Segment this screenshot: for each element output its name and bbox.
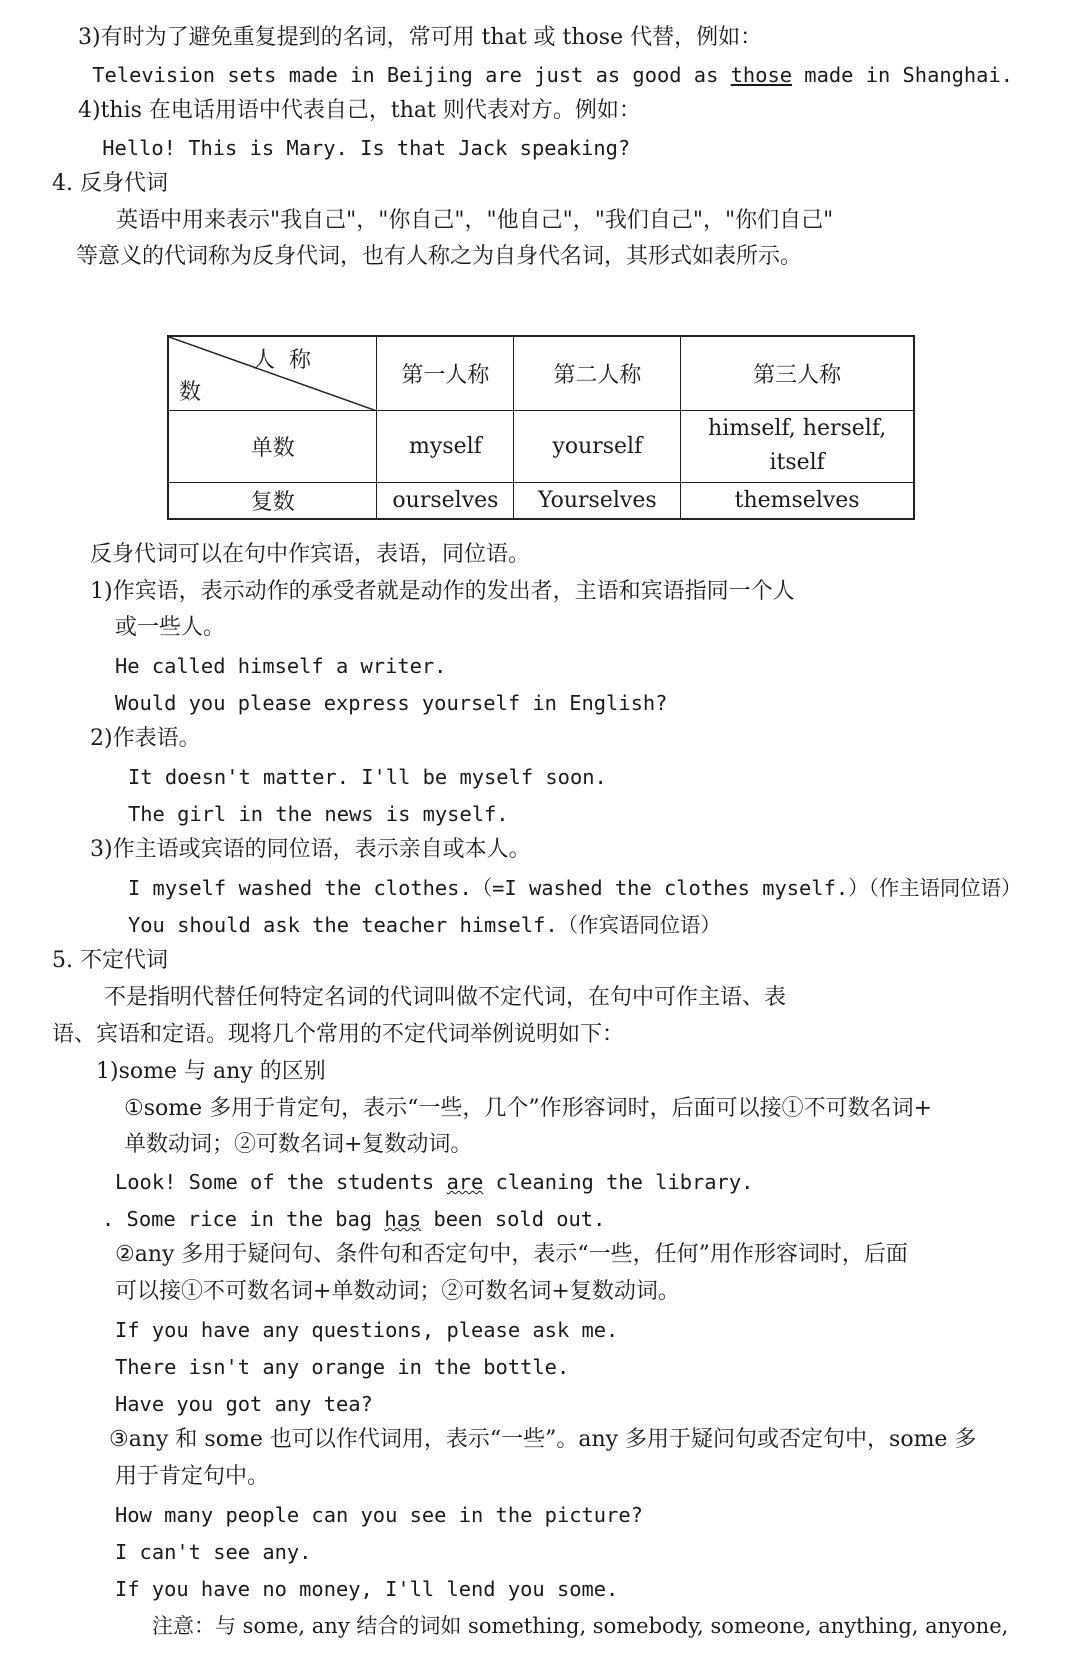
rule-some-cont: 单数动词；②可数名词+复数动词。 (124, 1132, 473, 1157)
example-any-questions: If you have any questions, please ask me. (115, 1318, 619, 1342)
section-heading-indefinite: 5. 不定代词 (52, 948, 168, 973)
example-text: Look! Some of the students (115, 1170, 447, 1194)
row-label-plural: 复数 (168, 482, 377, 519)
example-called-himself: He called himself a writer. (115, 654, 447, 678)
example-students-cleaning (115, 1168, 753, 1196)
reflexive-pronoun-table (167, 335, 915, 520)
cell-yourself: yourself (514, 410, 681, 482)
example-teacher-himself: You should ask the teacher himself.（作宾语同位语） (128, 913, 721, 937)
example-text: . Some rice in the bag (102, 1207, 385, 1231)
paragraph-indefinite-2: 语、宾语和定语。现将几个常用的不定代词举例说明如下： (52, 1022, 625, 1047)
underlined-word: those (730, 63, 793, 87)
section-heading-reflexive: 4. 反身代词 (52, 171, 168, 196)
example-be-myself: It doesn't matter. I'll be myself soon. (128, 765, 607, 789)
paragraph-reflexive-2: 等意义的代词称为反身代词，也有人称之为自身代名词，其形式如表所示。 (76, 244, 803, 269)
example-text: made in Shanghai. (792, 63, 1014, 87)
table-corner-cell (168, 336, 377, 410)
usage-object-cont: 或一些人。 (115, 615, 226, 640)
wavy-underlined-word: has (384, 1207, 422, 1231)
example-any-orange: There isn't any orange in the bottle. (115, 1355, 570, 1379)
rule-3-4: 4)this 在电话用语中代表自己，that 则代表对方。例如： (78, 98, 641, 123)
example-text: cleaning the library. (483, 1170, 754, 1194)
row-label-singular: 单数 (168, 410, 377, 482)
subheading-some-any: 1)some 与 any 的区别 (96, 1059, 326, 1084)
example-express-yourself: Would you please express yourself in English? (115, 691, 668, 715)
rule-any: ②any 多用于疑问句、条件句和否定句中，表示“一些，任何”用作形容词时，后面 (115, 1242, 908, 1267)
corner-label-person: 人称 (253, 348, 326, 373)
usage-object: 1)作宾语，表示动作的承受者就是动作的发出者，主语和宾语指同一个人 (90, 579, 795, 604)
cell-himself-herself: himself, herself, (708, 416, 887, 441)
header-first-person: 第一人称 (377, 336, 514, 410)
example-cant-see: I can't see any. (115, 1540, 312, 1564)
example-television (80, 61, 1013, 89)
example-myself-washed: I myself washed the clothes.（=I washed the clothes myself.）（作主语同位语） (128, 876, 1022, 900)
header-third-person: 第三人称 (681, 336, 914, 410)
example-text: Television sets made in Beijing are just as good as (80, 63, 731, 87)
rule-pronoun-use: ③any 和 some 也可以作代词用，表示“一些”。any 多用于疑问句或否定句中，some 多 (109, 1427, 977, 1452)
cell-itself: itself (769, 450, 825, 475)
cell-themselves: themselves (681, 482, 914, 519)
example-rice-sold (102, 1205, 605, 1233)
rule-some: ①some 多用于肯定句，表示“一些，几个”作形容词时，后面可以接①不可数名词+ (124, 1096, 933, 1121)
cell-third-singular (681, 410, 914, 482)
example-hello: Hello! This is Mary. Is that Jack speaking? (90, 136, 631, 160)
rule-pronoun-use-cont: 用于肯定句中。 (115, 1464, 270, 1489)
corner-label-number: 数 (179, 380, 202, 405)
paragraph-reflexive-usage: 反身代词可以在句中作宾语，表语，同位语。 (90, 542, 531, 567)
note-compounds: 注意：与 some, any 结合的词如 something, somebody, someone, anything, anyone, (152, 1614, 1009, 1638)
wavy-underlined-word: are (446, 1170, 484, 1194)
example-how-many: How many people can you see in the picture? (115, 1503, 643, 1527)
header-second-person: 第二人称 (514, 336, 681, 410)
usage-predicative: 2)作表语。 (90, 726, 201, 751)
cell-ourselves: ourselves (377, 482, 514, 519)
example-lend-some: If you have no money, I'll lend you some. (115, 1577, 619, 1601)
rule-3-3: 3)有时为了避免重复提到的名词，常可用 that 或 those 代替，例如： (78, 25, 763, 50)
usage-appositive: 3)作主语或宾语的同位语，表示亲自或本人。 (90, 837, 531, 862)
example-girl-news: The girl in the news is myself. (128, 802, 509, 826)
paragraph-indefinite-1: 不是指明代替任何特定名词的代词叫做不定代词，在句中可作主语、表 (104, 985, 787, 1010)
paragraph-reflexive-1: 英语中用来表示"我自己"，"你自己"，"他自己"，"我们自己"，"你们自己" (116, 208, 834, 233)
example-text: been sold out. (421, 1207, 606, 1231)
cell-myself: myself (377, 410, 514, 482)
example-any-tea: Have you got any tea? (115, 1392, 373, 1416)
rule-any-cont: 可以接①不可数名词+单数动词；②可数名词+复数动词。 (115, 1279, 680, 1304)
cell-yourselves: Yourselves (514, 482, 681, 519)
